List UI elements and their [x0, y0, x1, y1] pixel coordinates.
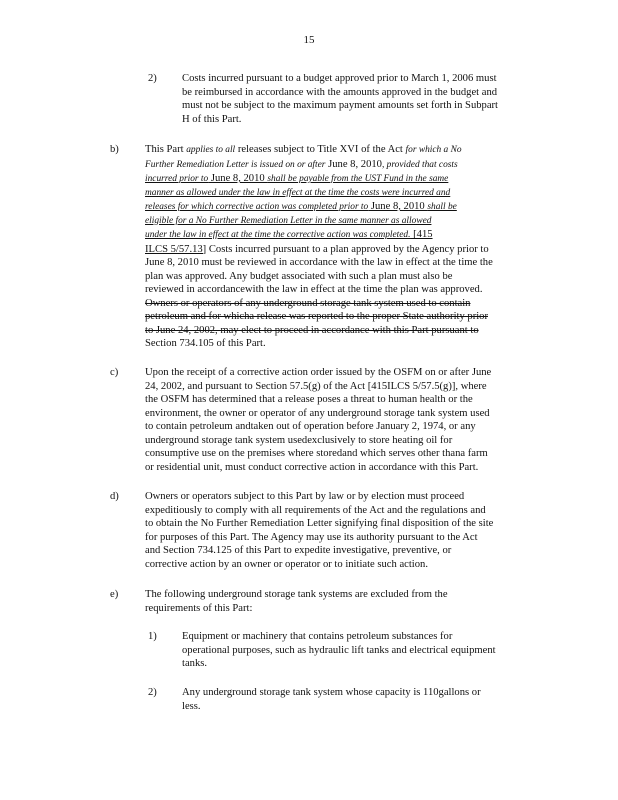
item-label: d) [110, 491, 119, 502]
text-line: expeditiously to comply with all requirements of the Act and the regulations and [145, 504, 486, 516]
page-number: 15 [303, 34, 315, 46]
text-line: 24, 2002, and pursuant to Section 57.5(g) of the Act [415ILCS 5/57.5(g)], where [145, 380, 487, 392]
text-line: Upon the receipt of a corrective action order issued by the OSFM on or after June [145, 367, 492, 378]
text-line: to obtain the No Further Remediation Letter signifying final disposition of the site [145, 518, 494, 529]
text-line: plan was approved. Any budget associated with such a plan must also be [145, 270, 453, 282]
text-line: manner as allowed under the law in effect at the time the costs were incurred and [145, 187, 451, 198]
text-line: tanks. [182, 658, 208, 669]
text-line: corrective action by an owner or operator or to initiate such action. [145, 558, 428, 570]
item-label: e) [110, 589, 119, 600]
text-line: reviewed in accordancewith the law in effect at the time the plan was approved. [145, 284, 483, 295]
item-label: 2) [148, 687, 157, 698]
item-label: 2) [148, 73, 157, 84]
text-line: Section 734.105 of this Part. [145, 338, 266, 349]
text-line: June 8, 2010 must be reviewed in accordance with the law in effect at the time the [145, 257, 493, 268]
text-line: H of this Part. [182, 113, 242, 125]
text-line: Any underground storage tank system whose capacity is 110gallons or [182, 687, 481, 698]
text-line: Further Remediation Letter is issued on or after June 8, 2010, provided that costs [145, 158, 458, 170]
text-line: the OSFM has determined that a release poses a threat to human health or the [145, 394, 473, 405]
text-line: for purposes of this Part. The Agency may use its authority pursuant to the Act [145, 531, 478, 543]
text-line: must not be subject to the maximum payment amounts set forth in Subpart [182, 100, 499, 111]
text-line: to contain petroleum andtaken out of operation before January 2, 1974, or any [145, 421, 476, 432]
text-line: environment, the owner or operator of any underground storage tank system used [145, 407, 490, 419]
struck-text-line: petroleum and for whicha release was reported to the proper State authority prior [145, 311, 488, 322]
struck-text-line: Owners or operators of any underground storage tank system used to contain [145, 297, 471, 309]
text-line: under the law in effect at the time the corrective action was completed. [415 [145, 229, 433, 240]
text-line: The following underground storage tank systems are excluded from the [145, 589, 448, 600]
text-line: Equipment or machinery that contains petroleum substances for [182, 631, 453, 642]
text-line: consumptive use on the premises where storedand which serves other thana farm [145, 448, 488, 459]
text-line: operational purposes, such as hydraulic lift tanks and electrical equipment [182, 644, 496, 656]
text-line: and Section 734.125 of this Part to expedite investigative, preventive, or [145, 545, 452, 556]
item-label: b) [110, 144, 119, 155]
text-line: eligible for a No Further Remediation Letter in the same manner as allowed [145, 215, 432, 226]
struck-text-line: to June 24, 2002, may elect to proceed in accordance with this Part pursuant to [145, 324, 479, 336]
text-line: incurred prior to June 8, 2010 shall be payable from the UST Fund in the same [145, 173, 449, 184]
text-line: underground storage tank system usedexclusively to store heating oil for [145, 434, 453, 446]
text-line: Costs incurred pursuant to a budget approved prior to March 1, 2006 must [182, 73, 497, 84]
text-line: requirements of this Part: [145, 602, 253, 614]
item-label: c) [110, 367, 119, 378]
text-line: releases for which corrective action was completed prior to June 8, 2010 shall be [145, 201, 457, 212]
text-line: ILCS 5/57.13] Costs incurred pursuant to a plan approved by the Agency prior to [145, 243, 489, 255]
text-line: less. [182, 700, 201, 712]
text-line: be reimbursed in accordance with the amounts approved in the budget and [182, 86, 498, 98]
text-line: or residential unit, must conduct corrective action in accordance with this Part. [145, 461, 479, 473]
text-line: Owners or operators subject to this Part by law or by election must proceed [145, 491, 465, 502]
text-line: This Part applies to all releases subject to Title XVI of the Act for which a No [145, 144, 462, 155]
item-label: 1) [148, 631, 157, 642]
